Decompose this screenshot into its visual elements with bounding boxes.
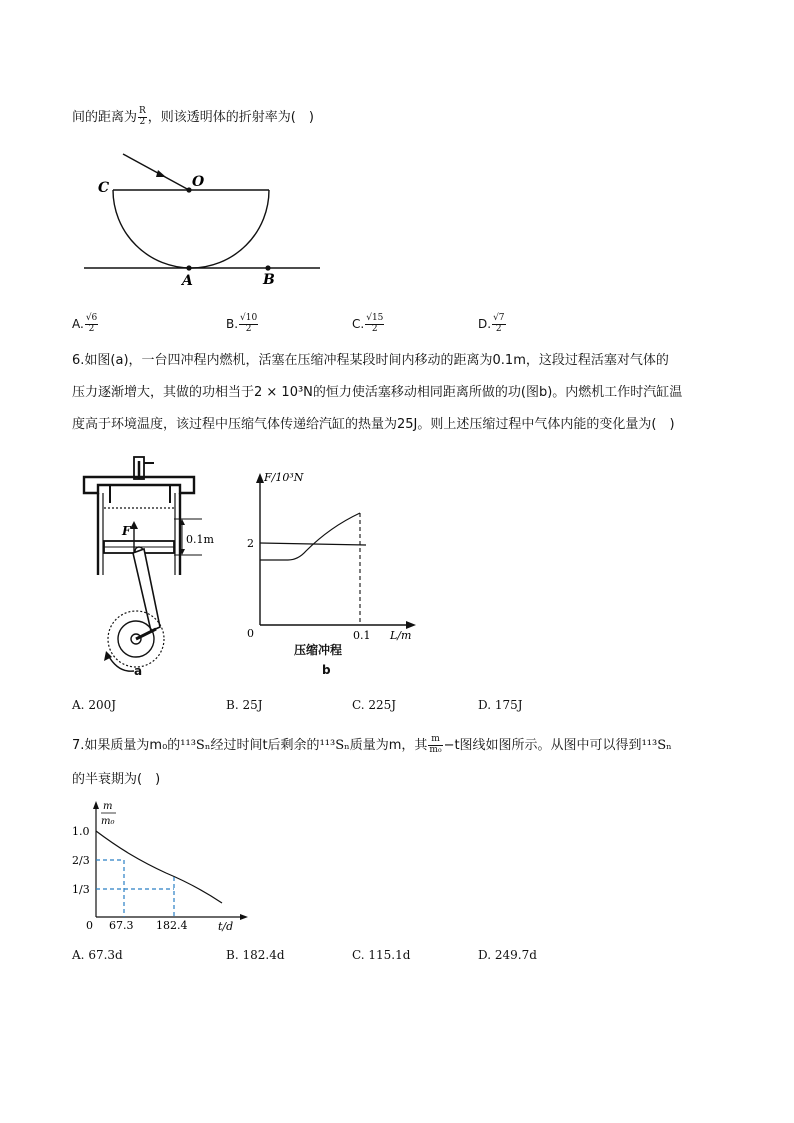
q6-force-label: F (122, 524, 131, 538)
q5-option-c-frac (365, 314, 384, 335)
q7-line1-a: 7.如果质量为m₀的 (72, 737, 181, 753)
q7-iso-3: ¹¹³Sₙ (641, 737, 672, 753)
q6-option-d[interactable] (478, 698, 523, 712)
q7-option-a[interactable] (72, 948, 123, 962)
q5-option-a-frac (85, 314, 98, 335)
q7-ylabel-num: m (103, 801, 113, 812)
q6-fig-b-title: 压缩冲程 (294, 643, 343, 657)
q7-option-b-letter: B. (226, 948, 239, 962)
q5-point-o (186, 187, 191, 192)
q5-label-a: A (182, 273, 193, 288)
q6-option-d-text: 175J (494, 698, 523, 712)
q6b-origin: 0 (247, 627, 254, 640)
q6-figure-b-graph (240, 465, 420, 665)
q5-stem (72, 107, 314, 128)
q7-option-a-letter: A. (72, 948, 85, 962)
q6-option-a[interactable] (72, 698, 116, 712)
q6-option-a-text: 200J (88, 698, 117, 712)
q5-semicircle (113, 190, 269, 268)
q7-option-b[interactable] (226, 948, 285, 962)
q7-y-tick-23: 2/3 (72, 854, 90, 867)
q7-option-c-text: 115.1d (368, 948, 411, 962)
q6-rotation-arrow (108, 655, 134, 671)
q6-force-arrow-head (130, 521, 138, 529)
q6-option-c[interactable] (352, 698, 396, 712)
q5-stem-suffix: ，则该透明体的折射率为( ) (147, 109, 314, 125)
q7-line1-c: 质量为m，其 (349, 737, 428, 753)
q7-x-tick-182: 182.4 (156, 919, 188, 932)
q5-option-d-num: √7 (493, 313, 505, 323)
q5-frac-num: R (139, 106, 146, 116)
q7-option-d-text: 249.7d (494, 948, 537, 962)
q6-option-a-letter: A. (72, 698, 85, 712)
q7-frac-den: m₀ (429, 744, 442, 755)
q6-option-b[interactable] (226, 698, 263, 712)
q7-option-c-letter: C. (352, 948, 365, 962)
q6-dist-label: 0.1m (186, 533, 214, 546)
q5-label-c: C (98, 180, 110, 196)
q6b-y-arrow (256, 473, 264, 483)
q6-line-3: 度高于环境温度，该过程中压缩气体传递给汽缸的热量为25J。则上述压缩过程中气体内能的变化量为( ) (72, 417, 675, 432)
q7-ylabel-den: m₀ (101, 816, 115, 827)
q6-line-2: 压力逐渐增大，其做的功相当于2 × 10³N的恒力使活塞移动相同距离所做的功(图b)。内燃机工作时汽缸温 (72, 385, 683, 400)
q6-option-c-text: 225J (368, 698, 397, 712)
q7-option-d[interactable] (478, 948, 537, 962)
q7-option-a-text: 67.3d (88, 948, 123, 962)
q5-figure-hemisphere (78, 148, 338, 288)
q5-ray-arrow (156, 170, 166, 177)
q5-option-b-num: √10 (240, 313, 258, 323)
q5-option-d-frac (492, 314, 505, 335)
q6-option-c-letter: C. (352, 698, 365, 712)
q5-option-a-letter: A. (72, 316, 84, 331)
q5-option-a-num: √6 (85, 313, 98, 323)
q7-line1-b: 经过时间t后剩余的 (210, 737, 320, 753)
q6-figure-a-engine (78, 455, 228, 678)
q7-iso-1: ¹¹³Sₙ (180, 737, 211, 753)
q5-point-b (265, 265, 270, 270)
q7-origin: 0 (86, 919, 93, 932)
q7-y-tick-13: 1/3 (72, 883, 90, 896)
q5-label-b: B (263, 272, 275, 288)
q7-xlabel: t/d (218, 920, 234, 933)
q7-option-b-text: 182.4d (242, 948, 285, 962)
q7-line-2: 的半衰期为( ) (72, 772, 161, 787)
q7-y-tick-1: 1.0 (72, 825, 90, 838)
q5-option-a[interactable] (72, 314, 99, 335)
q5-option-a-den: 2 (88, 323, 95, 334)
q5-incident-ray (123, 154, 189, 190)
q7-option-d-letter: D. (478, 948, 492, 962)
q6b-y-tick: 2 (247, 537, 254, 550)
q7-option-c[interactable] (352, 948, 410, 962)
q6b-x-tick: 0.1 (353, 629, 371, 642)
q7-fraction (428, 735, 442, 756)
q5-option-b[interactable] (226, 314, 259, 335)
q5-option-c-letter: C. (352, 316, 365, 331)
q6-line-1: 6.如图(a)，一台四冲程内燃机，活塞在压缩冲程某段时间内移动的距离为0.1m，这段过程活塞对气体的 (72, 353, 669, 368)
q5-fraction (138, 107, 147, 128)
q6b-ylabel: F/10³N (264, 471, 304, 484)
q7-line-1 (72, 735, 672, 756)
q5-stem-prefix: 间的距离为 (72, 109, 138, 125)
q6-option-b-letter: B. (226, 698, 239, 712)
q5-point-a (186, 265, 191, 270)
q7-decay-chart (70, 797, 260, 942)
q5-option-c-den: 2 (371, 323, 378, 334)
q5-option-d-letter: D. (478, 316, 492, 331)
q5-label-o: O (192, 174, 205, 190)
q7-line1-d: −t图线如图所示。从图中可以得到 (443, 737, 642, 753)
q6-option-b-text: 25J (242, 698, 263, 712)
q5-option-b-den: 2 (245, 323, 252, 334)
q6b-x-arrow (406, 621, 416, 629)
q5-frac-den: 2 (139, 116, 146, 127)
q5-option-b-letter: B. (226, 316, 239, 331)
q7-y-arrow (93, 801, 99, 809)
q6-fig-a-caption: a (134, 664, 143, 678)
q5-option-c[interactable] (352, 314, 385, 335)
q6b-force-curve (260, 513, 360, 560)
q7-frac-num: m (428, 735, 442, 746)
q7-iso-2: ¹¹³Sₙ (319, 737, 350, 753)
q6-option-d-letter: D. (478, 698, 492, 712)
q7-decay-curve (96, 831, 222, 903)
q7-x-arrow (240, 914, 248, 920)
q6b-xlabel: L/m (390, 629, 412, 642)
q5-option-b-frac (239, 314, 258, 335)
q6-fig-b-caption: b (322, 663, 331, 677)
q5-option-d[interactable] (478, 314, 507, 335)
q5-option-c-num: √15 (366, 313, 384, 323)
q7-x-tick-67: 67.3 (109, 919, 134, 932)
q5-option-d-den: 2 (495, 323, 502, 334)
